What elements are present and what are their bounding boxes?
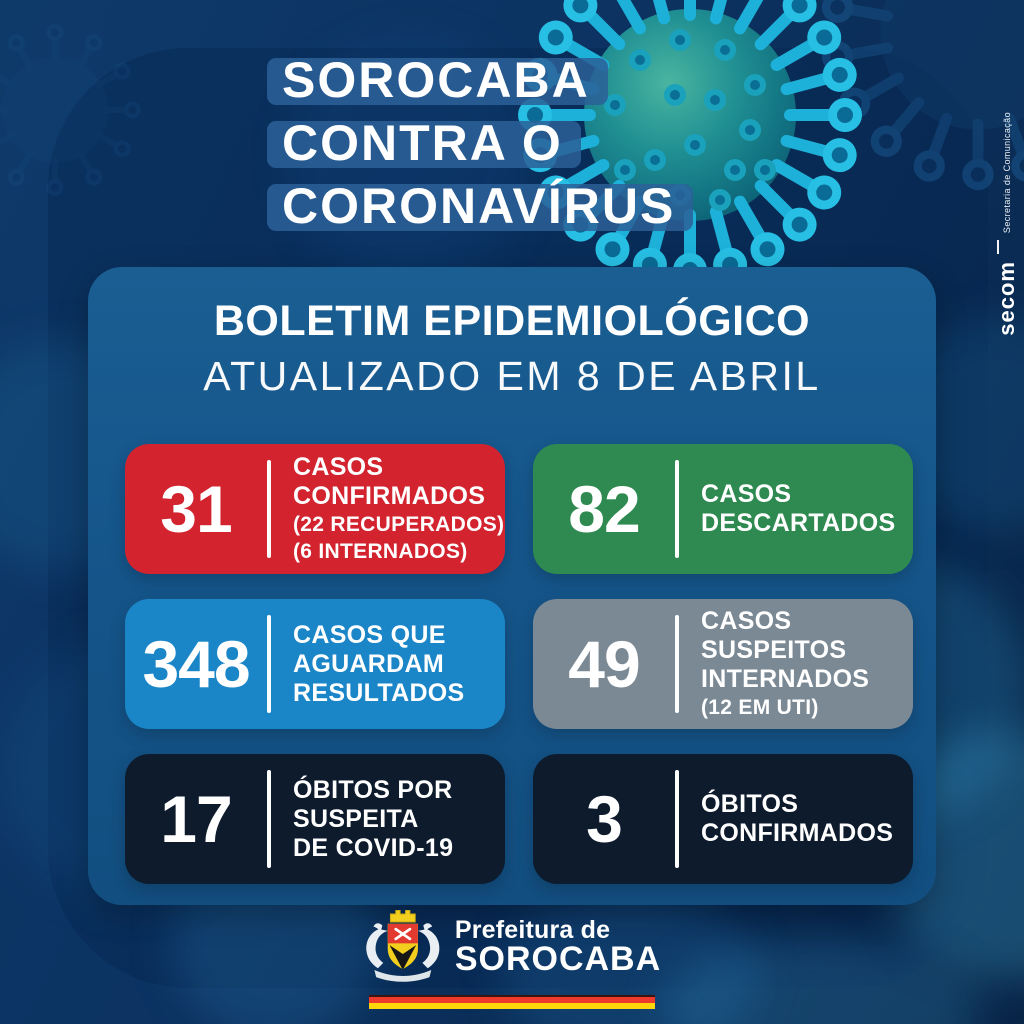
campaign-title-line-3 [267, 178, 693, 234]
card-label-line: AGUARDAM [293, 649, 444, 678]
stat-card-obitos-suspeita [125, 754, 505, 884]
card-label-line: INTERNADOS [701, 665, 870, 693]
footer-line-sorocaba: SOROCABA [454, 940, 662, 978]
bulletin-panel [88, 267, 936, 905]
footer-line-prefeitura: Prefeitura de [454, 916, 611, 944]
stat-card-casos-descartados [533, 444, 913, 574]
card-label-line: CONFIRMADOS [701, 819, 894, 847]
campaign-title-text-3: CORONAVÍRUS [267, 184, 693, 231]
footer-logo [363, 905, 661, 987]
card-value: 17 [160, 782, 232, 856]
secom-divider [997, 240, 999, 254]
stat-card-casos-confirmados [125, 444, 505, 574]
campaign-title [267, 52, 693, 247]
campaign-title-line-1 [267, 52, 693, 108]
stat-card-obitos-confirmados [533, 754, 913, 884]
stats-grid [125, 444, 936, 884]
card-label [679, 607, 869, 721]
card-label-note: (22 RECUPERADOS) [293, 513, 505, 536]
campaign-title-line-2 [267, 115, 693, 171]
footer-flag-stripe [369, 995, 655, 1009]
card-label-line: CONFIRMADOS [293, 482, 486, 510]
card-label-line: CASOS [701, 480, 792, 508]
campaign-title-text-2: CONTRA O [267, 121, 581, 168]
card-value: 82 [568, 472, 640, 546]
card-value: 348 [142, 627, 250, 701]
card-label-line: ÓBITOS POR [293, 775, 453, 804]
card-label-line: ÓBITOS [701, 790, 799, 818]
card-label-line: SUSPEITOS [701, 636, 847, 664]
card-value: 49 [568, 627, 640, 701]
card-label-line: CASOS [293, 453, 384, 481]
secom-label: secom [994, 261, 1019, 336]
card-label-note: (6 INTERNADOS) [293, 540, 468, 563]
flag-stripe-yellow [369, 1003, 655, 1009]
card-label [271, 776, 453, 863]
card-label-line: CASOS QUE [293, 620, 446, 649]
card-label [679, 790, 893, 848]
stat-card-suspeitos-internados [533, 599, 913, 729]
card-label-line: DE COVID-19 [293, 833, 454, 862]
secom-watermark [994, 112, 1020, 336]
sorocaba-coat-of-arms-icon [363, 905, 443, 987]
card-label-note: (12 EM UTI) [701, 696, 819, 719]
card-label [271, 453, 504, 565]
card-label-line: RESULTADOS [293, 678, 465, 707]
card-value: 3 [586, 782, 622, 856]
campaign-title-text-1: SOROCABA [267, 58, 608, 105]
card-value: 31 [160, 472, 232, 546]
card-label-line: CASOS [701, 607, 792, 635]
card-label [679, 480, 896, 538]
stat-card-casos-aguardando [125, 599, 505, 729]
card-label-line: SUSPEITA [293, 804, 419, 833]
card-label [271, 621, 465, 708]
bulletin-title: BOLETIM EPIDEMIOLÓGICO [213, 297, 811, 345]
footer-wordmark [454, 916, 662, 978]
bulletin-subtitle: ATUALIZADO EM 8 DE ABRIL [203, 353, 821, 399]
card-label-line: DESCARTADOS [701, 509, 896, 537]
secom-department-label: Secretaria de Comunicação [1002, 112, 1012, 234]
